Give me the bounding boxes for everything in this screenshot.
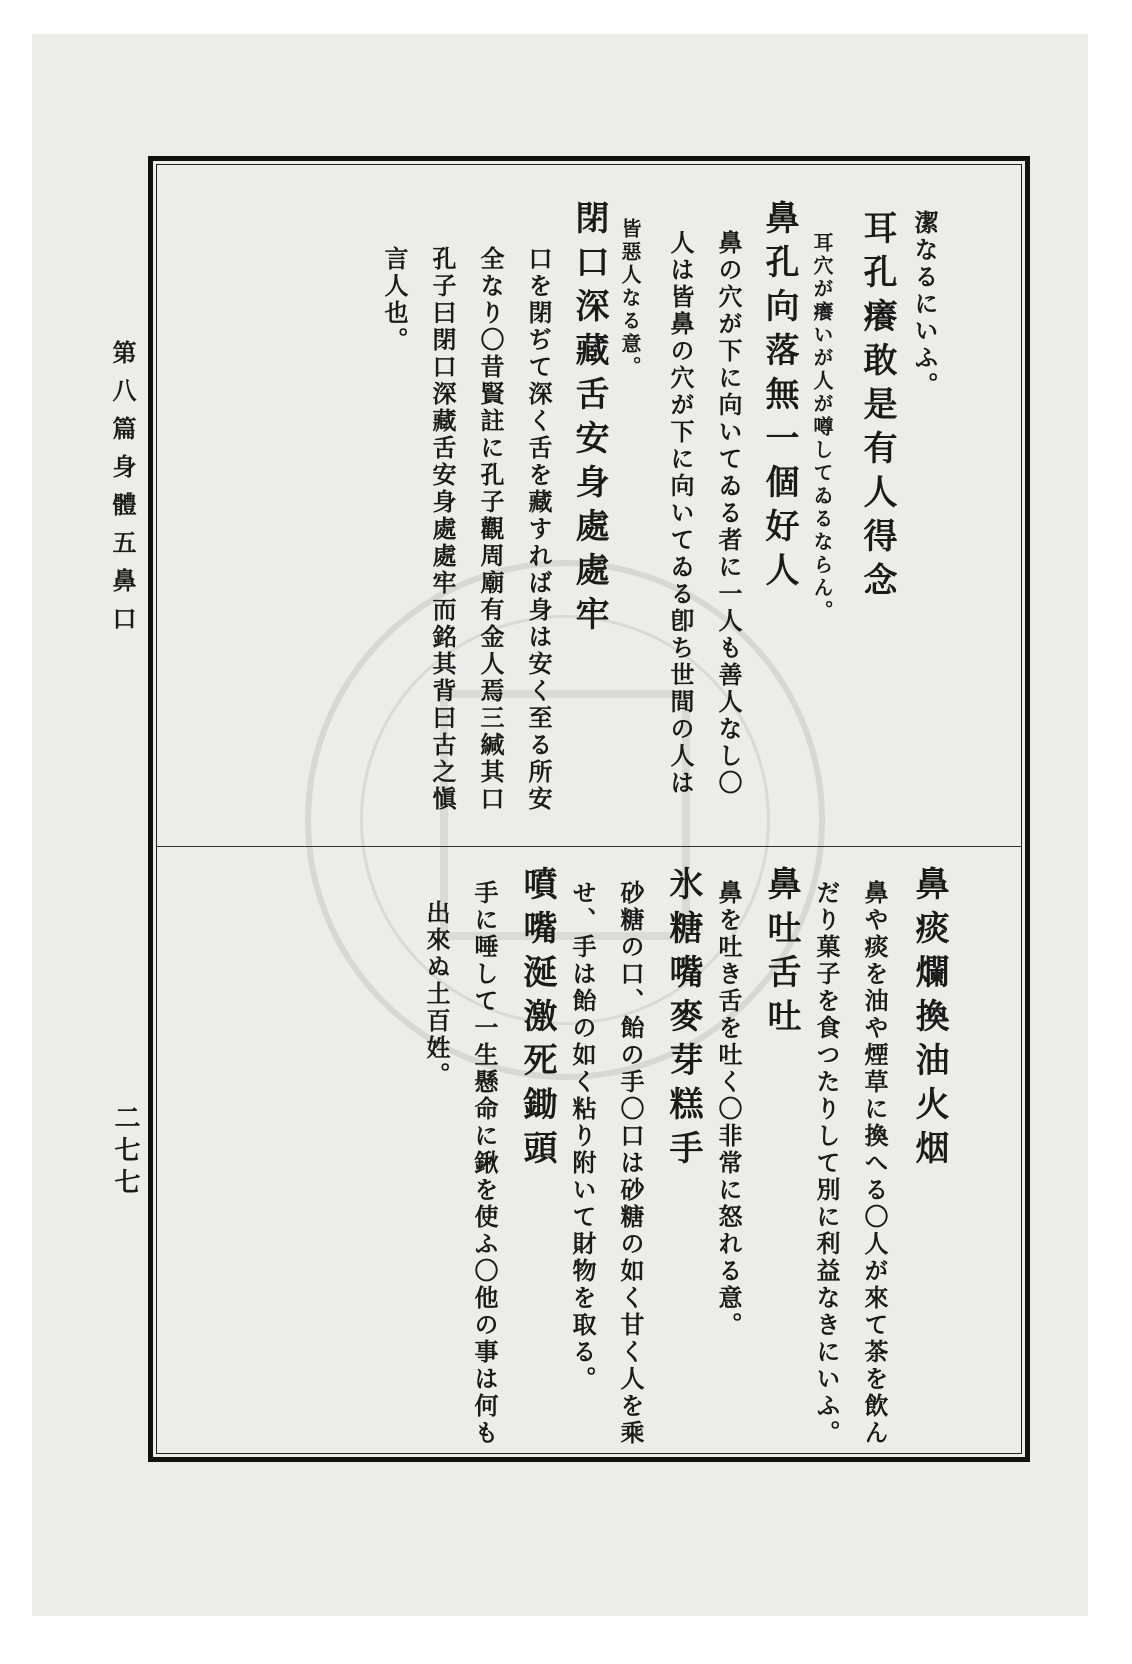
upper-line-10: 全なり〇昔賢註に孔子觀周廟有金人焉三緘其口 (476, 246, 505, 813)
lower-line-11: 出來ぬ土百姓。 (422, 900, 451, 1089)
lower-proverb-2: 鼻吐舌吐 (761, 866, 801, 1042)
upper-line-11: 孔子曰閉口深藏舌安身處處牢而銘其背曰古之愼 (428, 246, 457, 813)
lower-line-8: せ、手は飴の如く粘り附いて財物を取る。 (568, 880, 597, 1393)
upper-proverb-2: 鼻孔向落無一個好人 (759, 200, 799, 596)
lower-proverb-1: 鼻痰爛換油火烟 (909, 866, 949, 1174)
upper-line-1: 潔なるにいふ。 (910, 210, 939, 399)
upper-line-7: 皆惡人なる意。 (618, 218, 642, 379)
lower-line-3: だり菓子を食つたりして別に利益なきにいふ。 (812, 880, 841, 1447)
upper-line-9: 口を閉ぢて深く舌を藏すれば身は安く至る所安 (524, 246, 553, 813)
lower-line-7: 砂糖の口、飴の手〇口は砂糖の如く甘く人を乘 (616, 880, 645, 1447)
chapter-title: 第八篇身體五鼻口 (108, 340, 137, 644)
lower-proverb-3: 氷糖嘴麥芽糕手 (663, 866, 703, 1174)
upper-line-6: 人は皆鼻の穴が下に向いてゐる卽ち世間の人は (666, 230, 695, 797)
page-number: 二七七 (110, 1104, 140, 1200)
lower-line-2: 鼻や痰を油や煙草に換へる〇人が來て茶を飲ん (860, 880, 889, 1447)
lower-proverb-4: 噴嘴涎激死鋤頭 (517, 866, 557, 1174)
upper-line-5: 鼻の穴が下に向いてゐる者に一人も善人なし〇 (714, 230, 743, 797)
lower-line-10: 手に唾して一生懸命に鍬を使ふ〇他の事は何も (470, 880, 499, 1447)
section-divider (156, 846, 1022, 847)
upper-line-3: 耳穴が癢いが人が噂してゐるならん。 (810, 232, 834, 623)
lower-line-5: 鼻を吐き舌を吐く〇非常に怒れる意。 (714, 880, 743, 1339)
upper-proverb-1: 耳孔癢敢是有人得念 (857, 210, 897, 606)
upper-proverb-3: 閉口深藏舌安身處處牢 (569, 200, 609, 640)
upper-line-12: 言人也。 (380, 246, 409, 354)
